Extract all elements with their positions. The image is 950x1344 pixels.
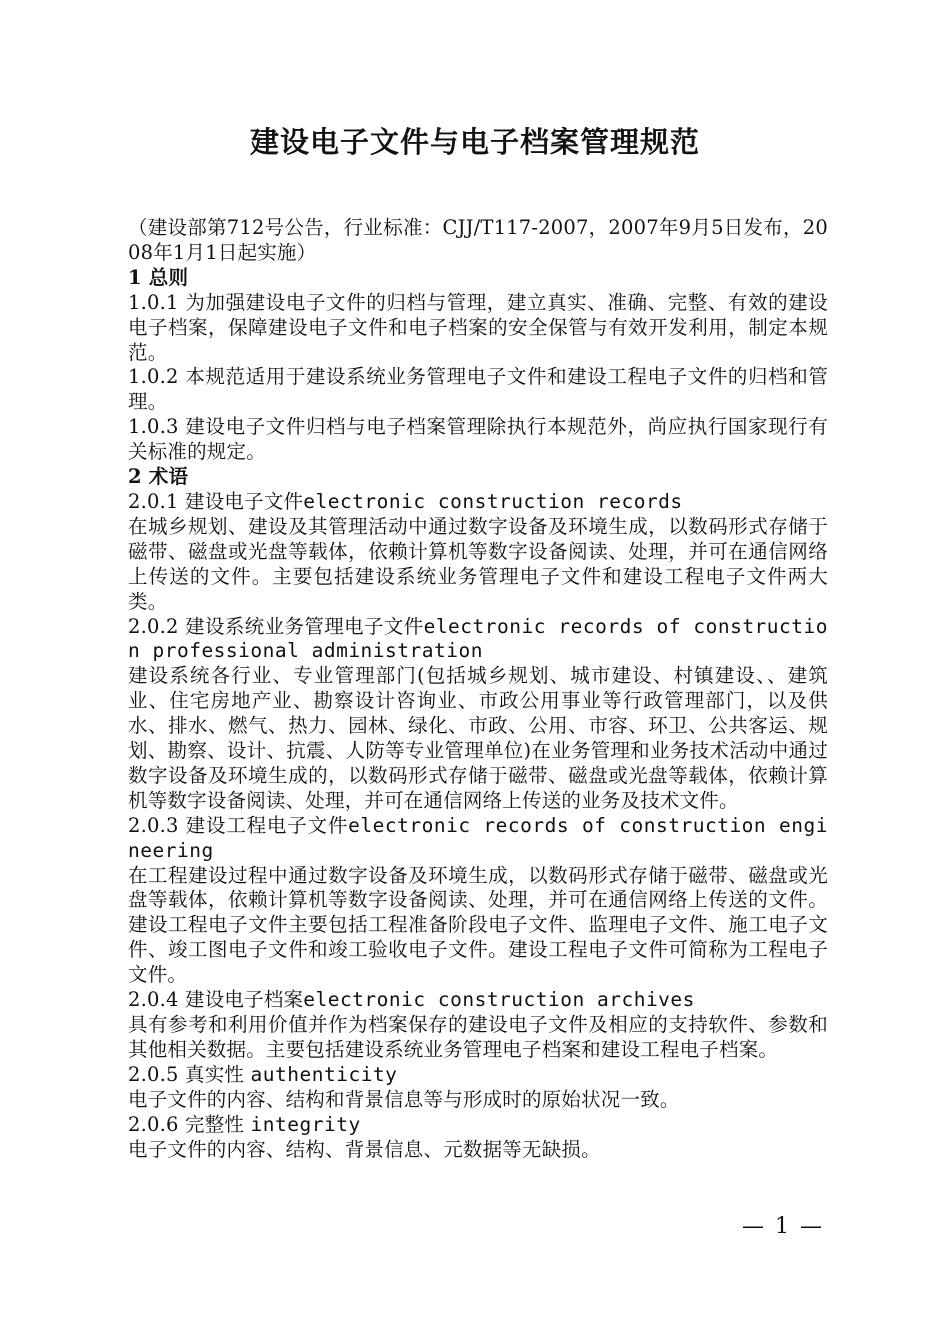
section-heading: 1 总则 [128, 265, 189, 289]
term-number-name: 2.0.1 建设电子文件 [128, 489, 304, 513]
term-title [128, 1063, 828, 1088]
term-number-name: 2.0.5 真实性 [128, 1062, 245, 1086]
term-english: electronic construction records [303, 489, 683, 513]
term-number-name: 2.0.2 建设系统业务管理电子文件 [128, 614, 424, 638]
clause-paragraph: 1.0.1 为加强建设电子文件的归档与管理，建立真实、准确、完整、有效的建设电子档案，保障建设电子文件和电子档案的安全保管与有效开发利用，制定本规范。 [128, 290, 828, 364]
term-title [128, 490, 828, 515]
term-english: electronic records of construction engineering [128, 813, 828, 862]
document-body [128, 216, 828, 1162]
term-english: electronic records of construction professional administration [128, 614, 828, 663]
term-number-name: 2.0.3 建设工程电子文件 [128, 813, 349, 837]
term-english: integrity [250, 1112, 361, 1136]
term-definition: 电子文件的内容、结构、背景信息、元数据等无缺损。 [128, 1137, 601, 1161]
clause-paragraph: 1.0.3 建设电子文件归档与电子档案管理除执行本规范外，尚应执行国家现行有关标准的规定。 [128, 415, 828, 464]
term-definition: 电子文件的内容、结构和背景信息等与形成时的原始状况一致。 [128, 1087, 680, 1111]
page-number: — 1 — [742, 1214, 824, 1239]
term-number-name: 2.0.4 建设电子档案 [128, 988, 304, 1012]
term-definition: 具有参考和利用价值并作为档案保存的建设电子文件及相应的支持软件、参数和其他相关数据。主要包括建设系统业务管理电子档案和建设工程电子档案。 [128, 1013, 828, 1061]
clause-paragraph: 1.0.2 本规范适用于建设系统业务管理电子文件和建设工程电子文件的归档和管理。 [128, 365, 828, 414]
term-definition: 建设系统各行业、专业管理部门(包括城乡规划、城市建设、村镇建设、、建筑业、住宅房地产业、勘察设计咨询业、市政公用事业等行政管理部门，以及供水、排水、燃气、热力、园林、绿化、市政、公用、市容、环卫、公共客运、规划、勘察、设计、抗震、人防等专业管理单位)在业务管理和业务技术活动中通过数字设备及环境生成的，以数码形式存储于磁带、磁盘或光盘等载体，依赖计算机等数字设备阅读、处理，并可在通信网络上传送的业务及技术文件。 [128, 664, 828, 812]
term-english: electronic construction archives [303, 988, 695, 1012]
term-title [128, 988, 828, 1013]
document-title: 建设电子文件与电子档案管理规范 [249, 125, 700, 159]
term-title [128, 615, 828, 665]
term-english: authenticity [250, 1062, 398, 1086]
section-heading: 2 术语 [128, 465, 189, 489]
term-title [128, 1113, 828, 1138]
term-title [128, 814, 828, 864]
term-number-name: 2.0.6 完整性 [128, 1112, 245, 1136]
term-definition: 在工程建设过程中通过数字设备及环境生成，以数码形式存储于磁带、磁盘或光盘等载体，依赖计算机等数字设备阅读、处理，并可在通信网络上传送的文件。建设工程电子文件主要包括工程准备阶段电子文件、监理电子文件、施工电子文件、竣工图电子文件和竣工验收电子文件。建设工程电子文件可简称为工程电子文件。 [128, 863, 828, 987]
term-definition: 在城乡规划、建设及其管理活动中通过数字设备及环境生成，以数码形式存储于磁带、磁盘或光盘等载体，依赖计算机等数字设备阅读、处理，并可在通信网络上传送的文件。主要包括建设系统业务管理电子文件和建设工程电子文件两大类。 [128, 514, 828, 613]
publication-note: （建设部第712号公告，行业标准：CJJ/T117-2007，2007年9月5日发布，2008年1月1日起实施） [128, 216, 828, 264]
